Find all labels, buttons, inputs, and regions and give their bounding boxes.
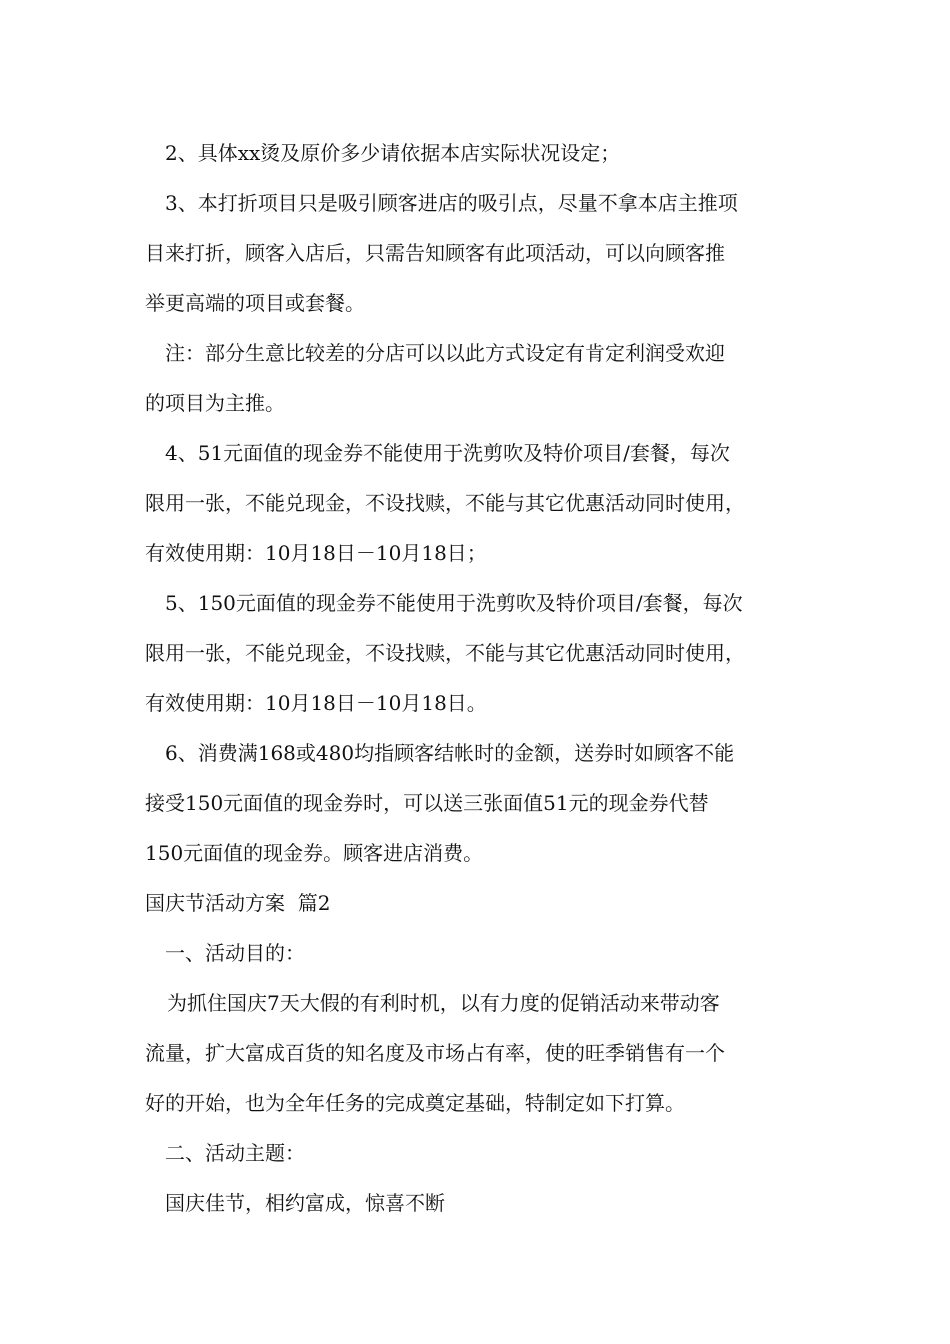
paragraph-line: 国庆佳节，相约富成，惊喜不断 [165,1191,445,1215]
note-line: 的项目为主推。 [145,391,285,415]
paragraph-line: 目来打折，顾客入店后，只需告知顾客有此项活动，可以向顾客推 [145,241,725,265]
paragraph-line: 4、51元面值的现金券不能使用于洗剪吹及特价项目/套餐，每次 [165,441,730,465]
paragraph-line: 流量，扩大富成百货的知名度及市场占有率，使的旺季销售有一个 [145,1041,725,1065]
section-heading: 国庆节活动方案 篇2 [145,891,331,915]
paragraph-line: 150元面值的现金券。顾客进店消费。 [145,841,484,865]
paragraph-line: 6、消费满168或480均指顾客结帐时的金额，送券时如顾客不能 [165,741,735,765]
document-body [145,128,817,1228]
paragraph-line: 接受150元面值的现金券时，可以送三张面值51元的现金券代替 [145,791,709,815]
paragraph-line: 有效使用期：10月18日－10月18日。 [145,691,487,715]
paragraph-line: 限用一张，不能兑现金，不设找赎，不能与其它优惠活动同时使用， [145,491,745,515]
paragraph-line: 举更高端的项目或套餐。 [145,291,365,315]
paragraph-line: 好的开始，也为全年任务的完成奠定基础，特制定如下打算。 [145,1091,685,1115]
note-line: 注：部分生意比较差的分店可以以此方式设定有肯定利润受欢迎 [165,341,725,365]
paragraph-line: 为抓住国庆7天大假的有利时机，以有力度的促销活动来带动客 [167,991,720,1015]
subsection-heading: 一、活动目的： [165,941,305,965]
paragraph-line: 2、具体xx烫及原价多少请依据本店实际状况设定； [165,141,621,165]
paragraph-line: 有效使用期：10月18日－10月18日； [145,541,487,565]
paragraph-line: 5、150元面值的现金券不能使用于洗剪吹及特价项目/套餐，每次 [165,591,743,615]
paragraph-line: 3、本打折项目只是吸引顾客进店的吸引点，尽量不拿本店主推项 [165,191,738,215]
paragraph-line: 限用一张，不能兑现金，不设找赎，不能与其它优惠活动同时使用， [145,641,745,665]
subsection-heading: 二、活动主题： [165,1141,305,1165]
